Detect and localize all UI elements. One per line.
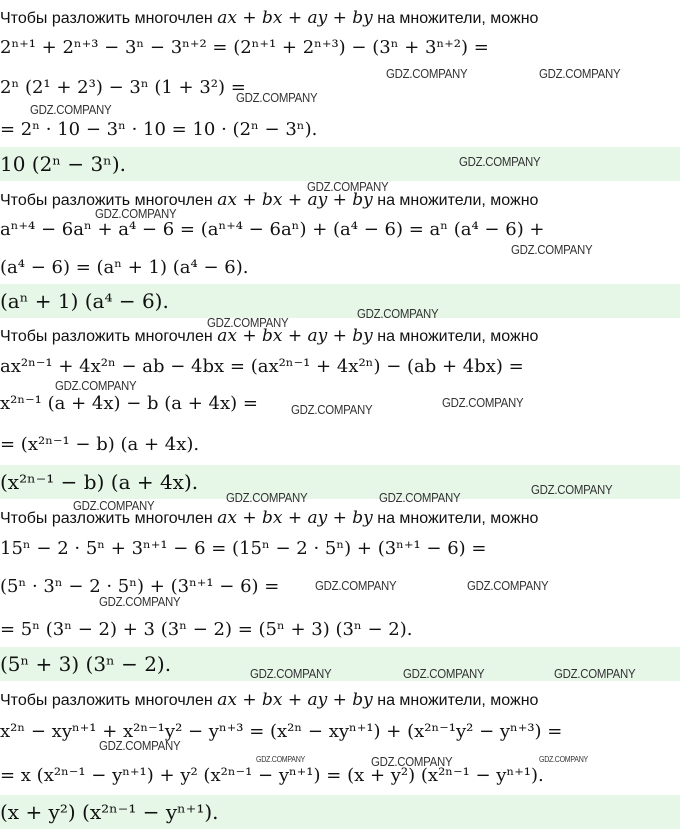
answer-box <box>0 647 680 681</box>
answer-text: 10 (2ⁿ − 3ⁿ). <box>0 152 126 176</box>
answer-text: (x²ⁿ⁻¹ − b) (a + 4x). <box>0 470 199 494</box>
answer-box <box>0 147 680 181</box>
watermark: GDZ.COMPANY <box>95 206 177 221</box>
math-line: = 5ⁿ (3ⁿ − 2) + 3 (3ⁿ − 2) = (5ⁿ + 3) (3ⁿ − 2). <box>0 619 413 640</box>
watermark: GDZ.COMPANY <box>539 66 621 81</box>
math-line: 2ⁿ⁺¹ + 2ⁿ⁺³ − 3ⁿ − 3ⁿ⁺² = (2ⁿ⁺¹ + 2ⁿ⁺³) − (3ⁿ + 3ⁿ⁺²) = <box>0 37 489 58</box>
math-line: = (x²ⁿ⁻¹ − b) (a + 4x). <box>0 434 200 455</box>
math-line: = x (x²ⁿ⁻¹ − yⁿ⁺¹) + y² (x²ⁿ⁻¹ − yⁿ⁺¹) = (x + y²) (x²ⁿ⁻¹ − yⁿ⁺¹). <box>0 765 544 786</box>
watermark: GDZ.COMPANY <box>250 666 332 681</box>
watermark: GDZ.COMPANY <box>256 755 305 764</box>
intro-text: Чтобы разложить многочлен ax + bx + ay + by на множители, можно <box>0 326 539 346</box>
watermark: GDZ.COMPANY <box>73 498 155 513</box>
watermark: GDZ.COMPANY <box>315 578 397 593</box>
watermark: GDZ.COMPANY <box>55 378 137 393</box>
watermark: GDZ.COMPANY <box>99 738 181 753</box>
answer-box <box>0 795 680 829</box>
watermark: GDZ.COMPANY <box>539 755 588 764</box>
math-line: (a⁴ − 6) = (aⁿ + 1) (a⁴ − 6). <box>0 257 249 278</box>
math-line: aⁿ⁺⁴ − 6aⁿ + a⁴ − 6 = (aⁿ⁺⁴ − 6aⁿ) + (a⁴ − 6) = aⁿ (a⁴ − 6) + <box>0 219 545 240</box>
answer-box <box>0 284 680 318</box>
math-line: x²ⁿ⁻¹ (a + 4x) − b (a + 4x) = <box>0 393 258 414</box>
intro-text: Чтобы разложить многочлен ax + bx + ay + by на множители, можно <box>0 8 539 28</box>
intro-text: Чтобы разложить многочлен ax + bx + ay + by на множители, можно <box>0 508 539 528</box>
intro-text: Чтобы разложить многочлен ax + bx + ay + by на множители, можно <box>0 190 539 210</box>
intro-text: Чтобы разложить многочлен ax + bx + ay + by на множители, можно <box>0 690 539 710</box>
watermark: GDZ.COMPANY <box>99 594 181 609</box>
answer-box <box>0 465 680 499</box>
watermark: GDZ.COMPANY <box>554 666 636 681</box>
watermark: GDZ.COMPANY <box>236 90 318 105</box>
watermark: GDZ.COMPANY <box>357 306 439 321</box>
watermark: GDZ.COMPANY <box>379 490 461 505</box>
watermark: GDZ.COMPANY <box>403 666 485 681</box>
watermark: GDZ.COMPANY <box>291 402 373 417</box>
answer-text: (5ⁿ + 3) (3ⁿ − 2). <box>0 652 172 676</box>
math-line: 2ⁿ (2¹ + 2³) − 3ⁿ (1 + 3²) = <box>0 77 246 98</box>
watermark: GDZ.COMPANY <box>531 482 613 497</box>
math-line: (5ⁿ · 3ⁿ − 2 · 5ⁿ) + (3ⁿ⁺¹ − 6) = <box>0 576 280 597</box>
watermark: GDZ.COMPANY <box>386 66 468 81</box>
watermark: GDZ.COMPANY <box>207 315 289 330</box>
watermark: GDZ.COMPANY <box>459 154 541 169</box>
watermark: GDZ.COMPANY <box>467 578 549 593</box>
watermark: GDZ.COMPANY <box>371 754 453 769</box>
math-line: x²ⁿ − xyⁿ⁺¹ + x²ⁿ⁻¹y² − yⁿ⁺³ = (x²ⁿ − xyⁿ⁺¹) + (x²ⁿ⁻¹y² − yⁿ⁺³) = <box>0 721 563 742</box>
watermark: GDZ.COMPANY <box>226 490 308 505</box>
math-line: 15ⁿ − 2 · 5ⁿ + 3ⁿ⁺¹ − 6 = (15ⁿ − 2 · 5ⁿ) + (3ⁿ⁺¹ − 6) = <box>0 538 487 559</box>
watermark: GDZ.COMPANY <box>307 179 389 194</box>
answer-text: (x + y²) (x²ⁿ⁻¹ − yⁿ⁺¹). <box>0 800 219 824</box>
math-line: = 2ⁿ · 10 − 3ⁿ · 10 = 10 · (2ⁿ − 3ⁿ). <box>0 119 318 140</box>
math-line: ax²ⁿ⁻¹ + 4x²ⁿ − ab − 4bx = (ax²ⁿ⁻¹ + 4x²ⁿ) − (ab + 4bx) = <box>0 356 524 377</box>
watermark: GDZ.COMPANY <box>30 102 112 117</box>
watermark: GDZ.COMPANY <box>442 395 524 410</box>
answer-text: (aⁿ + 1) (a⁴ − 6). <box>0 289 169 313</box>
watermark: GDZ.COMPANY <box>511 242 593 257</box>
